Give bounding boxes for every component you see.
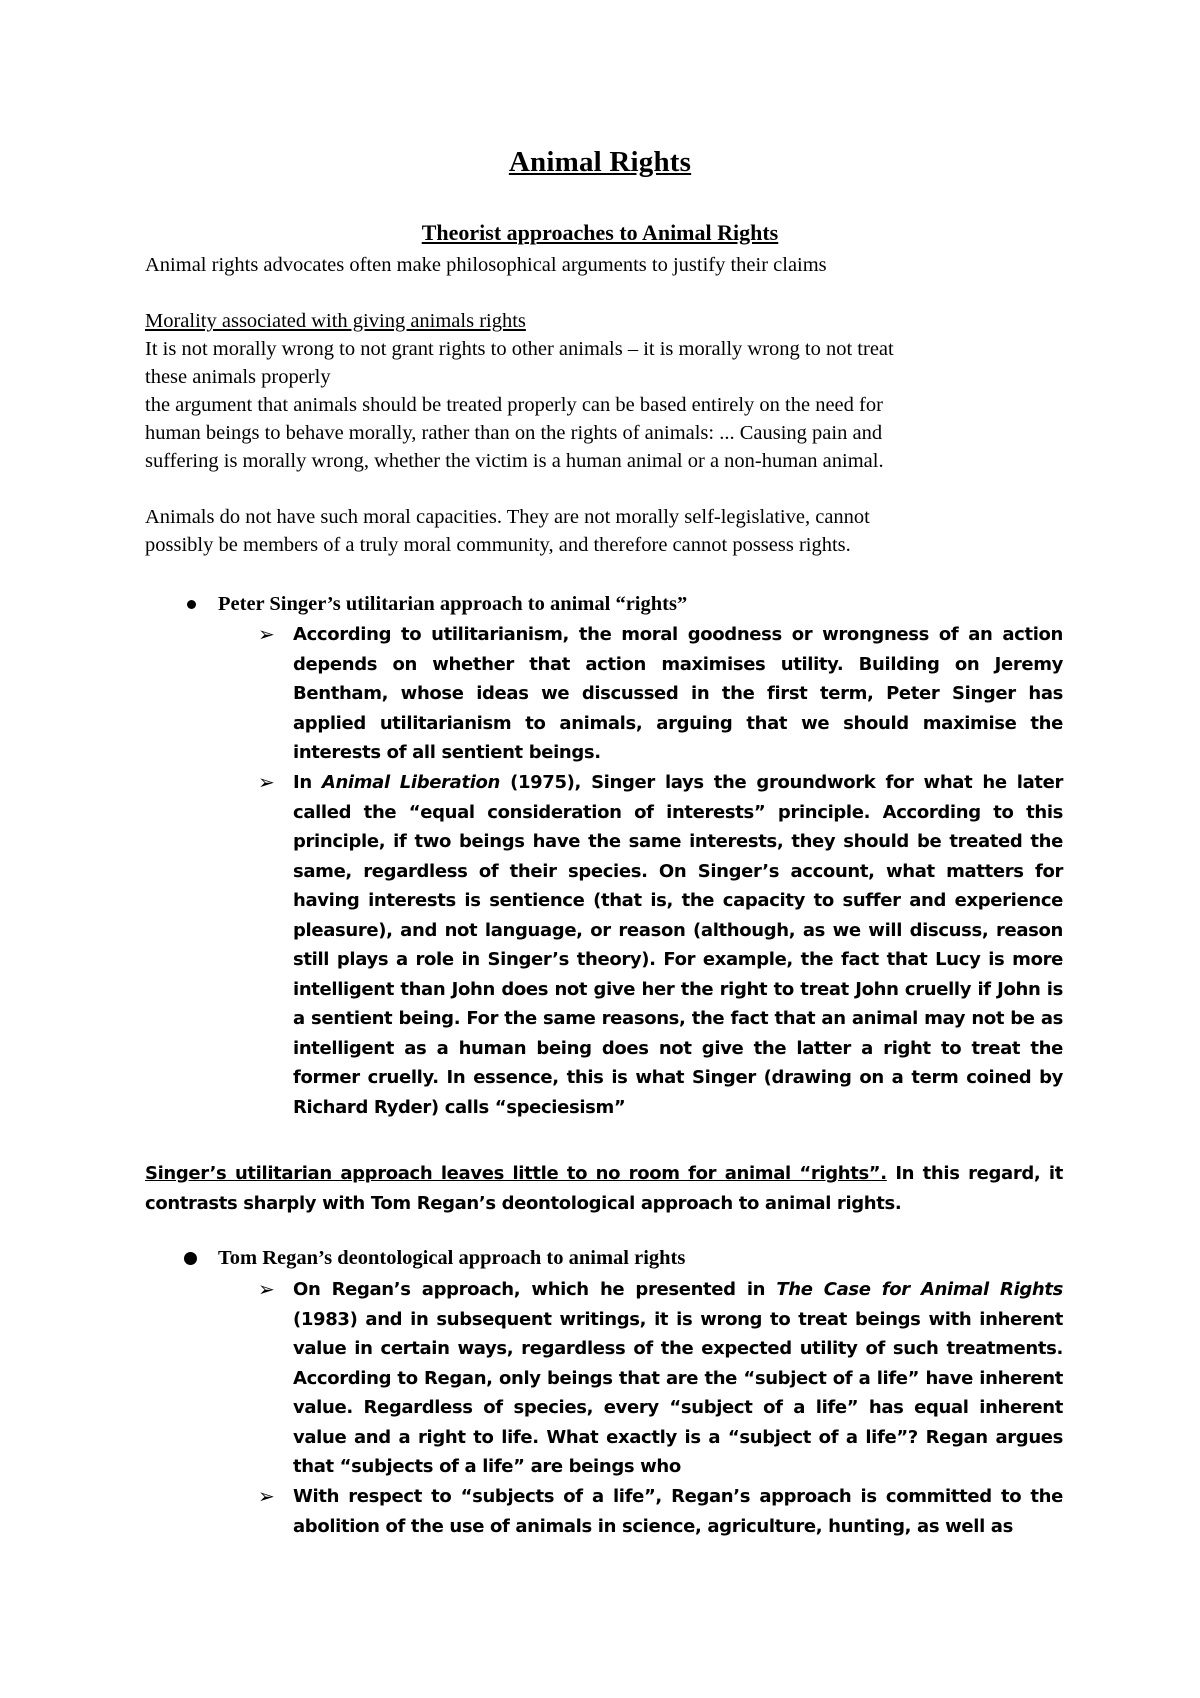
bullet-icon bbox=[184, 1252, 197, 1265]
arrow-bullet-icon: ➢ bbox=[258, 1277, 275, 1301]
contrast-paragraph bbox=[145, 1159, 1063, 1218]
regan-heading: Tom Regan’s deontological approach to animal rights bbox=[218, 1247, 686, 1269]
document-title: Animal Rights bbox=[508, 146, 692, 178]
morality-line: It is not morally wrong to not grant rights to other animals – it is morally wrong to not treat bbox=[145, 338, 894, 360]
text-segment: On Regan’s approach, which he presented in bbox=[293, 1279, 777, 1300]
book-title: Animal Liberation bbox=[321, 772, 501, 793]
morality-heading: Morality associated with giving animals rights bbox=[145, 310, 526, 332]
singer-heading: Peter Singer’s utilitarian approach to animal “rights” bbox=[218, 593, 688, 615]
book-title: The Case for Animal Rights bbox=[776, 1279, 1064, 1300]
morality-line: these animals properly bbox=[145, 366, 331, 388]
underlined-statement: Singer’s utilitarian approach leaves little to no room for animal “rights”. bbox=[145, 1163, 887, 1184]
section-subtitle: Theorist approaches to Animal Rights bbox=[421, 220, 779, 245]
arrow-bullet-icon: ➢ bbox=[258, 622, 275, 646]
morality-line: human beings to behave morally, rather than on the rights of animals: ... Causing pain and bbox=[145, 422, 883, 444]
arrow-bullet-icon: ➢ bbox=[258, 1484, 275, 1508]
bullet-icon bbox=[187, 600, 196, 609]
singer-point-animal-liberation bbox=[293, 768, 1063, 1122]
morality-line: suffering is morally wrong, whether the victim is a human animal or a non-human animal. bbox=[145, 450, 884, 472]
text-segment: (1983) and in subsequent writings, it is wrong to treat beings with inherent value in certain ways, regardless of the expected utility of such treatments. According to Regan, only beings that are the “subject of a life” have inherent value. Regardless of species, every “subject of a life” has equal inherent value and a right to life. What exactly is a “subject of a life”? Regan argues that “subjects of a life” are beings who bbox=[293, 1308, 1063, 1477]
text-segment: In bbox=[293, 772, 322, 793]
regan-point-abolition: With respect to “subjects of a life”, Regan’s approach is committed to the abolition of the use of animals in science, agriculture, hunting, as well as bbox=[293, 1486, 1063, 1537]
capacities-line: Animals do not have such moral capacities. They are not morally self-legislative, cannot bbox=[145, 506, 870, 528]
text-segment: In this regard, it contrasts sharply with Tom Regan’s deontological approach to animal rights. bbox=[145, 1163, 1063, 1214]
intro-paragraph: Animal rights advocates often make philosophical arguments to justify their claims bbox=[145, 254, 827, 276]
capacities-line: possibly be members of a truly moral community, and therefore cannot possess rights. bbox=[145, 534, 851, 556]
text-segment: (1975), Singer lays the groundwork for what he later called the “equal consideration of interests” principle. According to this principle, if two beings have the same interests, they should be treated the same, regardless of their species. On Singer’s account, what matters for having interests is sentience (that is, the capacity to suffer and experience pleasure), and not language, or reason (although, as we will discuss, reason still plays a role in Singer’s theory). For example, the fact that Lucy is more intelligent than John does not give her the right to treat John cruelly if John is a sentient being. For the same reasons, the fact that an animal may not be as intelligent as a human being does not give the latter a right to treat the former cruelly. In essence, this is what Singer (drawing on a term coined by Richard Ryder) calls “speciesism” bbox=[293, 772, 1064, 1118]
regan-point-inherent-value bbox=[293, 1275, 1063, 1482]
singer-point-utilitarianism: According to utilitarianism, the moral goodness or wrongness of an action depends on whether that action maximises utility. Building on Jeremy Bentham, whose ideas we discussed in the first term, Peter Singer has applied utilitarianism to animals, arguing that we should maximise the interests of all sentient beings. bbox=[293, 624, 1063, 763]
arrow-bullet-icon: ➢ bbox=[258, 770, 275, 794]
morality-line: the argument that animals should be treated properly can be based entirely on the need for bbox=[145, 394, 883, 416]
